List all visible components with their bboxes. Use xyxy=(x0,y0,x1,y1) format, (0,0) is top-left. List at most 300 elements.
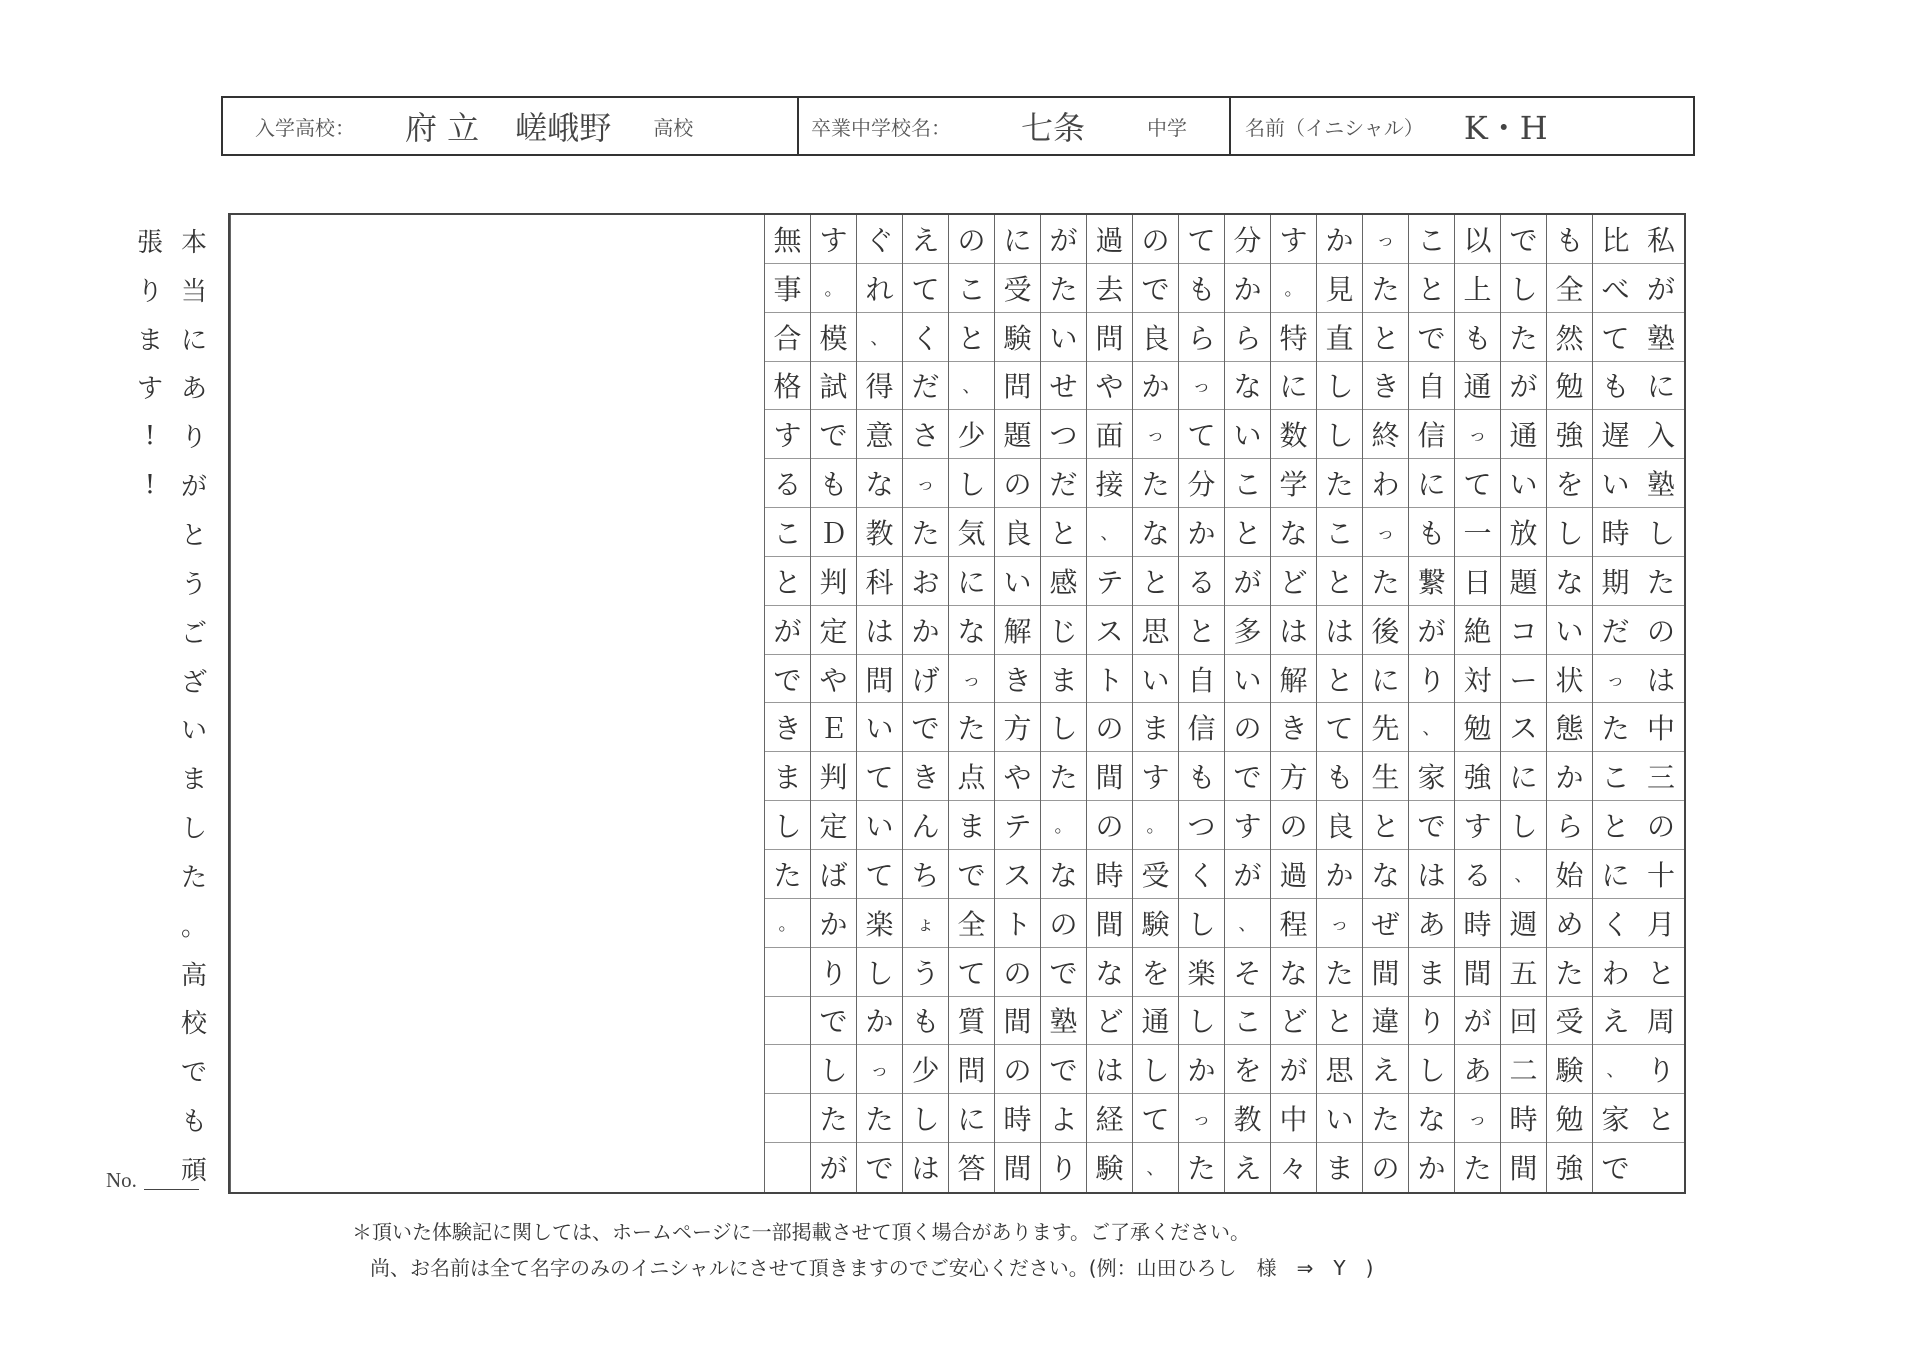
grid-cell: 無 xyxy=(765,215,810,264)
grid-cell: っ xyxy=(1179,1094,1224,1143)
margin-char: り xyxy=(136,276,163,307)
grid-cell: で xyxy=(949,850,994,899)
grid-cell: の xyxy=(1087,703,1132,752)
grid-cell: だ xyxy=(1593,606,1638,655)
grid-cell: 一 xyxy=(1455,508,1500,557)
grid-cell: て xyxy=(1593,313,1638,362)
margin-char: が xyxy=(180,472,207,503)
margin-char: 。 xyxy=(180,911,207,942)
grid-cell: の xyxy=(1638,606,1684,655)
grid-cell: た xyxy=(1363,557,1408,606)
grid-cell: ら xyxy=(1179,313,1224,362)
grid-cell: 学 xyxy=(1271,459,1316,508)
grid-cell: か xyxy=(1547,752,1592,801)
grid-cell: て xyxy=(1179,410,1224,459)
grid-cell: か xyxy=(1225,264,1270,313)
grid-cell: か xyxy=(1179,1045,1224,1094)
grid-cell: す xyxy=(1225,801,1270,850)
grid-cell: に xyxy=(1363,655,1408,704)
grid-cell: 面 xyxy=(1087,410,1132,459)
grid-cell: い xyxy=(857,801,902,850)
grid-cell: て xyxy=(903,264,948,313)
grid-cell: 問 xyxy=(949,1045,994,1094)
grid-cell: と xyxy=(1317,655,1362,704)
essay-column xyxy=(1224,215,1270,1192)
grid-cell: 間 xyxy=(1087,899,1132,948)
grid-cell: ん xyxy=(903,801,948,850)
grid-cell: こ xyxy=(1593,752,1638,801)
grid-cell: い xyxy=(857,703,902,752)
grid-cell: と xyxy=(1133,557,1178,606)
grid-cell: よ xyxy=(1041,1094,1086,1143)
grid-cell: 解 xyxy=(1271,655,1316,704)
grid-cell: が xyxy=(1501,362,1546,411)
grid-cell: 始 xyxy=(1547,850,1592,899)
grid-cell: 入 xyxy=(1638,410,1684,459)
grid-cell: た xyxy=(1463,1152,1492,1186)
grid-cell: 良 xyxy=(995,508,1040,557)
essay-column xyxy=(1132,215,1178,1192)
grid-cell: の xyxy=(1087,801,1132,850)
grid-cell: と xyxy=(1317,557,1362,606)
grid-cell: な xyxy=(1409,1094,1454,1143)
grid-cell: て xyxy=(1179,215,1224,264)
essay-column xyxy=(1592,215,1638,1192)
grid-cell: 時 xyxy=(995,1094,1040,1143)
grid-cell: 対 xyxy=(1455,655,1500,704)
grid-cell: た xyxy=(811,1094,856,1143)
essay-column xyxy=(1178,215,1224,1192)
grid-cell: 終 xyxy=(1363,410,1408,459)
grid-cell: テ xyxy=(995,801,1040,850)
margin-char: り xyxy=(180,423,207,454)
grid-cell: で xyxy=(1501,215,1546,264)
grid-cell: も xyxy=(1547,215,1592,264)
grid-cell: も xyxy=(1409,508,1454,557)
grid-cell: ど xyxy=(1271,557,1316,606)
grid-cell: た xyxy=(1593,703,1638,752)
grid-cell: っ xyxy=(1593,655,1638,704)
grid-cell: が xyxy=(1638,264,1684,313)
grid-cell: 良 xyxy=(1317,801,1362,850)
margin-char: ま xyxy=(136,325,163,356)
essay-column xyxy=(1638,215,1684,1192)
grid-cell: 月 xyxy=(1638,899,1684,948)
grid-cell: で xyxy=(765,655,810,704)
grid-spacer xyxy=(230,215,764,1192)
grid-cell: 直 xyxy=(1317,313,1362,362)
grid-cell: 後 xyxy=(1363,606,1408,655)
grid-cell: ー xyxy=(1501,655,1546,704)
grid-cell: こ xyxy=(1225,997,1270,1046)
grid-cell: で xyxy=(865,1152,894,1186)
margin-char: に xyxy=(180,325,207,356)
grid-cell: で xyxy=(811,997,856,1046)
grid-cell: を xyxy=(1547,459,1592,508)
school-label: 入学高校： xyxy=(255,115,355,140)
margin-char: た xyxy=(180,862,207,893)
grid-cell: 受 xyxy=(1133,850,1178,899)
grid-cell: 模 xyxy=(811,313,856,362)
grid-cell: い xyxy=(1133,655,1178,704)
grid-cell: 、 xyxy=(1146,1158,1165,1180)
grid-cell: っ xyxy=(1363,215,1408,264)
grid-cell: く xyxy=(1593,899,1638,948)
grid-cell: じ xyxy=(1041,606,1086,655)
essay-column xyxy=(1454,215,1500,1192)
grid-cell: て xyxy=(1455,459,1500,508)
grid-cell: 自 xyxy=(1179,655,1224,704)
grid-cell: い xyxy=(1547,606,1592,655)
grid-cell: 教 xyxy=(1225,1094,1270,1143)
grid-cell: き xyxy=(765,703,810,752)
grid-cell: 数 xyxy=(1271,410,1316,459)
margin-char: で xyxy=(180,1058,207,1089)
grid-cell: と xyxy=(1179,606,1224,655)
grid-cell: は xyxy=(1317,606,1362,655)
grid-cell: 答 xyxy=(957,1152,986,1186)
grid-cell: う xyxy=(903,948,948,997)
grid-cell: か xyxy=(903,606,948,655)
grid-cell: 多 xyxy=(1225,606,1270,655)
grid-cell: り xyxy=(811,948,856,997)
margin-char: し xyxy=(180,814,207,845)
grid-cell: 間 xyxy=(995,997,1040,1046)
essay-column xyxy=(1546,215,1592,1192)
grid-cell: 判 xyxy=(811,557,856,606)
grid-cell: た xyxy=(1317,459,1362,508)
grid-cell: 全 xyxy=(949,899,994,948)
grid-cell xyxy=(765,1094,810,1143)
grid-cell: た xyxy=(765,850,810,899)
grid-cell: わ xyxy=(1363,459,1408,508)
grid-cell: 程 xyxy=(1271,899,1316,948)
grid-cell: 信 xyxy=(1409,410,1454,459)
grid-cell: し xyxy=(1547,508,1592,557)
grid-cell: は xyxy=(1409,850,1454,899)
grid-cell: 上 xyxy=(1455,264,1500,313)
grid-cell: ト xyxy=(995,899,1040,948)
grid-cell: に xyxy=(1638,362,1684,411)
grid-cell: は xyxy=(911,1152,940,1186)
grid-cell: 楽 xyxy=(1179,948,1224,997)
grid-cell: し xyxy=(949,459,994,508)
grid-cell: 。 xyxy=(1041,801,1086,850)
grid-cell: に xyxy=(1409,459,1454,508)
grid-cell: だ xyxy=(903,362,948,411)
grid-cell: だ xyxy=(1041,459,1086,508)
grid-cell: え xyxy=(903,215,948,264)
grid-cell: 題 xyxy=(1501,557,1546,606)
grid-cell: し xyxy=(1501,264,1546,313)
grid-cell: い xyxy=(1041,313,1086,362)
grid-cell: 先 xyxy=(1363,703,1408,752)
grid-cell: 良 xyxy=(1133,313,1178,362)
grid-cell: 十 xyxy=(1638,850,1684,899)
grid-cell: な xyxy=(1225,362,1270,411)
grid-cell: ら xyxy=(1547,801,1592,850)
grid-cell: す xyxy=(1271,215,1316,264)
school-suffix: 高校 xyxy=(653,115,694,140)
grid-cell: テ xyxy=(1087,557,1132,606)
grid-cell: と xyxy=(1363,801,1408,850)
grid-cell: り xyxy=(1049,1152,1078,1186)
grid-cell: 。 xyxy=(811,264,856,313)
grid-cell: れ xyxy=(857,264,902,313)
essay-column xyxy=(1086,215,1132,1192)
grid-cell: 間 xyxy=(1509,1152,1538,1186)
grid-cell: さ xyxy=(903,410,948,459)
grid-cell: 経 xyxy=(1087,1094,1132,1143)
grid-cell: 、 xyxy=(1087,508,1132,557)
grid-cell: は xyxy=(1087,1045,1132,1094)
grid-cell: ス xyxy=(1087,606,1132,655)
grid-cell: 々 xyxy=(1279,1152,1308,1186)
grid-cell: 間 xyxy=(1455,948,1500,997)
grid-cell: 験 xyxy=(995,313,1040,362)
grid-cell: な xyxy=(857,459,902,508)
grid-cell: い xyxy=(1225,655,1270,704)
grid-cell: し xyxy=(1409,1045,1454,1094)
junior-name: 七条 xyxy=(1021,109,1086,147)
grid-cell xyxy=(1638,1143,1684,1192)
grid-cell: 定 xyxy=(811,606,856,655)
grid-cell: も xyxy=(903,997,948,1046)
grid-cell: 問 xyxy=(995,362,1040,411)
grid-cell: で xyxy=(1041,1045,1086,1094)
grid-cell: 定 xyxy=(811,801,856,850)
grid-cell: 問 xyxy=(857,655,902,704)
grid-cell: と xyxy=(1041,508,1086,557)
grid-cell: 思 xyxy=(1317,1045,1362,1094)
grid-cell: っ xyxy=(949,655,994,704)
grid-cell xyxy=(765,997,810,1046)
grid-cell: な xyxy=(1041,850,1086,899)
grid-cell: は xyxy=(1271,606,1316,655)
grid-cell: べ xyxy=(1593,264,1638,313)
grid-cell: な xyxy=(1363,850,1408,899)
margin-char: ざ xyxy=(180,667,207,698)
essay-column xyxy=(856,215,902,1192)
grid-cell: も xyxy=(1179,752,1224,801)
grid-cell: く xyxy=(1179,850,1224,899)
grid-cell: 時 xyxy=(1455,899,1500,948)
grid-cell: が xyxy=(1225,850,1270,899)
grid-cell: 。 xyxy=(1271,264,1316,313)
grid-cell: 少 xyxy=(949,410,994,459)
grid-cell: ど xyxy=(1271,997,1316,1046)
grid-cell: て xyxy=(1133,1094,1178,1143)
grid-cell xyxy=(765,1143,810,1192)
grid-cell: 受 xyxy=(995,264,1040,313)
grid-cell: と xyxy=(765,557,810,606)
grid-cell: に xyxy=(1593,850,1638,899)
grid-cell: 、 xyxy=(1409,703,1454,752)
essay-column xyxy=(1500,215,1546,1192)
grid-cell: い xyxy=(1317,1094,1362,1143)
grid-cell: ま xyxy=(765,752,810,801)
grid-cell: っ xyxy=(1317,899,1362,948)
margin-char: 当 xyxy=(180,276,207,307)
junior-suffix: 中学 xyxy=(1147,115,1188,140)
grid-cell: っ xyxy=(1363,508,1408,557)
grid-cell: 自 xyxy=(1409,362,1454,411)
grid-cell: こ xyxy=(765,508,810,557)
grid-cell: と xyxy=(1638,948,1684,997)
essay-column xyxy=(810,215,856,1192)
grid-cell: か xyxy=(1317,215,1362,264)
grid-cell: 方 xyxy=(1271,752,1316,801)
grid-cell: の xyxy=(1271,801,1316,850)
number-line xyxy=(144,1189,199,1190)
grid-cell: 強 xyxy=(1455,752,1500,801)
essay-column xyxy=(1362,215,1408,1192)
grid-cell: す xyxy=(811,215,856,264)
grid-cell: 、 xyxy=(949,362,994,411)
margin-char: 張 xyxy=(136,227,163,258)
grid-cell: 接 xyxy=(1087,459,1132,508)
grid-cell: 三 xyxy=(1638,752,1684,801)
grid-cell: 周 xyxy=(1638,997,1684,1046)
grid-cell: と xyxy=(1638,1094,1684,1143)
margin-column-right xyxy=(174,216,214,1193)
grid-cell: で xyxy=(1225,752,1270,801)
grid-cell: て xyxy=(857,850,902,899)
margin-char: す xyxy=(136,374,163,405)
grid-cell: え xyxy=(1593,997,1638,1046)
grid-cell: な xyxy=(1087,948,1132,997)
grid-cell: て xyxy=(1317,703,1362,752)
grid-cell: に xyxy=(1271,362,1316,411)
notice-line-1: ＊頂いた体験記に関しては、ホームページに一部掲載させて頂く場合があります。ご了承ください。 xyxy=(352,1220,1250,1244)
grid-cell: る xyxy=(765,459,810,508)
margin-char: う xyxy=(180,569,207,600)
grid-cell: か xyxy=(1179,508,1224,557)
grid-cell: 塾 xyxy=(1638,313,1684,362)
grid-cell: し xyxy=(765,801,810,850)
school-cell xyxy=(223,98,799,154)
name-cell xyxy=(1231,98,1693,154)
grid-cell: っ xyxy=(857,1045,902,1094)
grid-cell: 解 xyxy=(995,606,1040,655)
grid-cell: 家 xyxy=(1409,752,1454,801)
grid-cell: は xyxy=(1638,655,1684,704)
grid-cell: し xyxy=(1638,508,1684,557)
grid-cell: が xyxy=(1455,997,1500,1046)
grid-cell: も xyxy=(1593,362,1638,411)
grid-cell: ど xyxy=(1087,997,1132,1046)
grid-cell: 思 xyxy=(1133,606,1178,655)
grid-cell: 過 xyxy=(1087,215,1132,264)
grid-cell: 全 xyxy=(1547,264,1592,313)
grid-cell: っ xyxy=(1179,362,1224,411)
grid-cell: し xyxy=(1317,410,1362,459)
grid-cell: 感 xyxy=(1041,557,1086,606)
grid-cell: 時 xyxy=(1593,508,1638,557)
margin-char: ! xyxy=(144,469,156,500)
grid-cell: に xyxy=(949,557,994,606)
grid-cell: た xyxy=(1187,1152,1216,1186)
grid-cell: 私 xyxy=(1638,215,1684,264)
grid-cell: に xyxy=(1501,752,1546,801)
grid-cell: 教 xyxy=(857,508,902,557)
grid-cell: が xyxy=(819,1152,848,1186)
grid-cell: 期 xyxy=(1593,557,1638,606)
grid-cell: に xyxy=(995,215,1040,264)
grid-cell: 、 xyxy=(857,313,902,362)
grid-cell: き xyxy=(1271,703,1316,752)
grid-cell: ス xyxy=(1501,703,1546,752)
grid-cell: 勉 xyxy=(1547,1094,1592,1143)
margin-char: ご xyxy=(180,618,207,649)
grid-cell: せ xyxy=(1041,362,1086,411)
grid-cell: え xyxy=(1233,1152,1262,1186)
grid-cell: や xyxy=(1087,362,1132,411)
grid-cell: 分 xyxy=(1225,215,1270,264)
grid-cell: 過 xyxy=(1271,850,1316,899)
grid-cell: な xyxy=(1133,508,1178,557)
school-name: 嵯峨野 xyxy=(515,109,612,147)
grid-cell: 方 xyxy=(995,703,1040,752)
grid-cell: で xyxy=(811,410,856,459)
grid-cell: ま xyxy=(949,801,994,850)
grid-cell: 間 xyxy=(1087,752,1132,801)
grid-cell: え xyxy=(1363,1045,1408,1094)
grid-cell: た xyxy=(1638,557,1684,606)
grid-cell: と xyxy=(1409,264,1454,313)
essay-column xyxy=(1408,215,1454,1192)
essay-column xyxy=(994,215,1040,1192)
grid-cell: た xyxy=(1547,948,1592,997)
grid-cell: の xyxy=(1133,215,1178,264)
grid-cell: の xyxy=(1041,899,1086,948)
grid-cell: と xyxy=(1593,801,1638,850)
grid-cell: 楽 xyxy=(857,899,902,948)
essay-column xyxy=(1316,215,1362,1192)
grid-cell: り xyxy=(1409,997,1454,1046)
grid-cell: か xyxy=(857,997,902,1046)
grid-cell: ま xyxy=(1133,703,1178,752)
grid-cell: た xyxy=(1133,459,1178,508)
grid-cell: っ xyxy=(1455,410,1500,459)
grid-cell: 験 xyxy=(1095,1152,1124,1186)
grid-cell: た xyxy=(1041,264,1086,313)
grid-cell: 合 xyxy=(765,313,810,362)
grid-cell: い xyxy=(1225,410,1270,459)
grid-cell: わ xyxy=(1593,948,1638,997)
grid-cell: 以 xyxy=(1455,215,1500,264)
grid-cell: り xyxy=(1409,655,1454,704)
grid-cell: な xyxy=(1547,557,1592,606)
grid-cell: い xyxy=(1501,459,1546,508)
grid-cell: 二 xyxy=(1501,1045,1546,1094)
initials: K・H xyxy=(1463,109,1548,147)
grid-cell: を xyxy=(1133,948,1178,997)
grid-cell: 然 xyxy=(1547,313,1592,362)
grid-cell: 通 xyxy=(1501,410,1546,459)
grid-cell: Ｄ xyxy=(811,508,856,557)
grid-cell: 験 xyxy=(1133,899,1178,948)
grid-cell: た xyxy=(949,703,994,752)
grid-cell: も xyxy=(1179,264,1224,313)
grid-cell: つ xyxy=(1041,410,1086,459)
grid-cell: 試 xyxy=(811,362,856,411)
grid-cell: 五 xyxy=(1501,948,1546,997)
grid-cell: ち xyxy=(903,850,948,899)
grid-cell: た xyxy=(1363,264,1408,313)
grid-cell: ま xyxy=(1041,655,1086,704)
grid-cell: が xyxy=(1271,1045,1316,1094)
